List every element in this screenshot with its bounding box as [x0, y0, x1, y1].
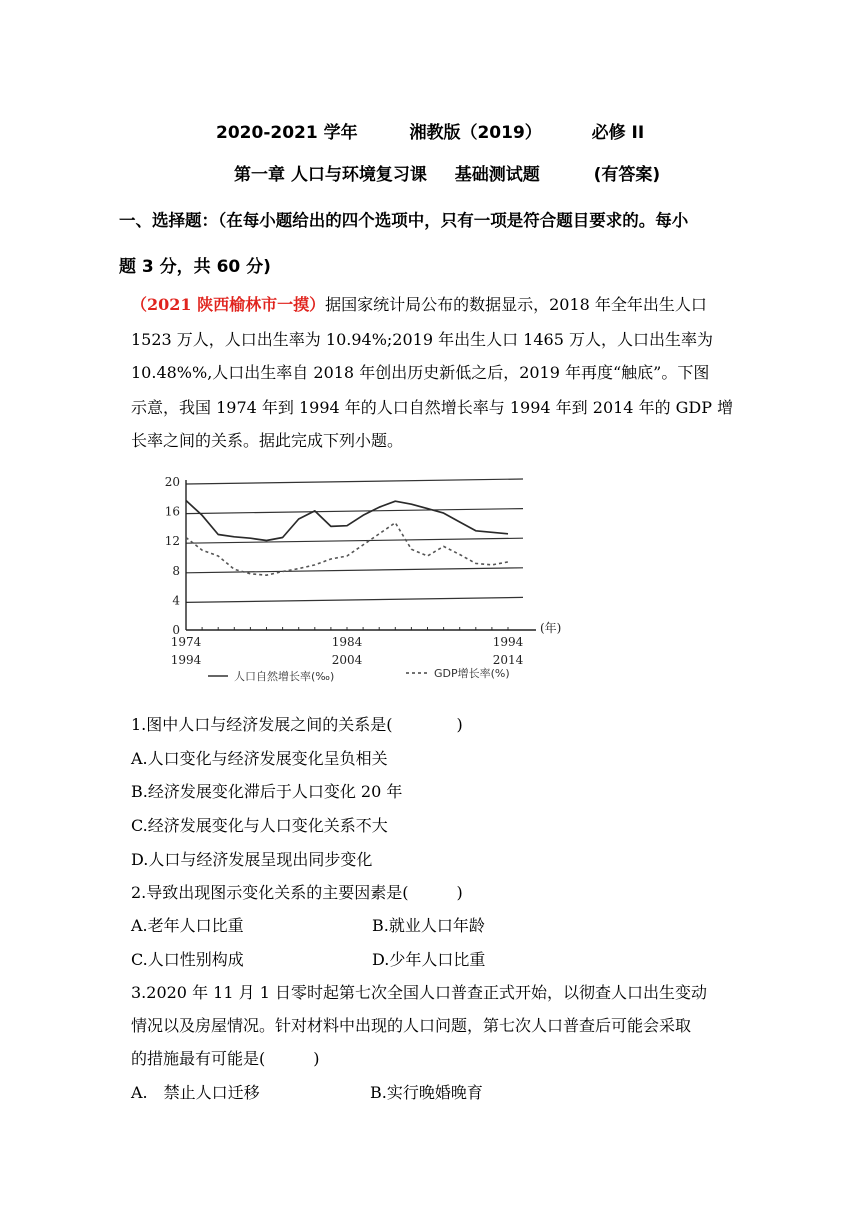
- header-chapter: 第一章 人口与环境复习课: [234, 165, 427, 185]
- series-natural-growth-line: [186, 501, 508, 541]
- x-tick-top-1994: 1994: [492, 635, 524, 649]
- question-3-stem-line-3: 的措施最有可能是( ): [131, 1049, 320, 1068]
- y-tick-16: 16: [164, 504, 180, 519]
- y-tick-4: 4: [172, 593, 180, 608]
- material-line-4: 示意，我国 1974 年到 1994 年的人口自然增长率与 1994 年到 2014 年的 GDP 增: [131, 398, 734, 417]
- y-tick-labels: [165, 475, 181, 637]
- question-3-option-a: A. 禁止人口迁移: [131, 1083, 260, 1102]
- gridline-12: [186, 538, 523, 543]
- series-gdp-line: [186, 523, 508, 576]
- x-tick-top-1974: 1974: [170, 635, 202, 649]
- x-tick-bottom-1994: 1994: [170, 653, 202, 667]
- section-heading-line-2: 题 3 分，共 60 分): [119, 257, 271, 277]
- question-1-option-b: B.经济发展变化滞后于人口变化 20 年: [131, 782, 403, 801]
- question-3-stem-line-2: 情况以及房屋情况。针对材料中出现的人口问题，第七次人口普查后可能会采取: [131, 1016, 692, 1035]
- x-tick-bottom-2014: 2014: [492, 653, 524, 667]
- material-line-1: [131, 292, 707, 315]
- line-chart: [128, 462, 568, 692]
- gridline-16: [186, 509, 523, 514]
- question-2-stem: 2.导致出现图示变化关系的主要因素是( ): [131, 883, 463, 902]
- y-tick-8: 8: [172, 563, 180, 578]
- x-unit-label: (年): [540, 621, 562, 635]
- header-edition: 湘教版（2019）: [409, 123, 542, 143]
- gridline-4: [186, 597, 523, 602]
- material-line-3: 10.48%%,人口出生率自 2018 年创出历史新低之后，2019 年再度“触底”。下图: [131, 363, 710, 382]
- question-2-option-b: B.就业人口年龄: [372, 916, 485, 935]
- question-1-stem: 1.图中人口与经济发展之间的关系是( ): [131, 715, 463, 734]
- material-source: （2021 陕西榆林市一摸）: [131, 295, 326, 314]
- question-2-option-c: C.人口性别构成: [131, 950, 244, 969]
- chart-grid: [186, 479, 523, 630]
- legend-gdp-label: GDP增长率(%): [434, 667, 510, 680]
- header-line-1: [216, 118, 644, 143]
- material-line-5: 长率之间的关系。据此完成下列小题。: [131, 431, 404, 450]
- question-1-option-c: C.经济发展变化与人口变化关系不大: [131, 816, 388, 835]
- chart-svg: [128, 462, 568, 692]
- y-tick-20: 20: [164, 475, 180, 489]
- header-year: 2020-2021 学年: [216, 123, 358, 143]
- x-tick-labels: [171, 635, 524, 667]
- question-3-stem-line-1: 3.2020 年 11 月 1 日零时起第七次全国人口普查正式开始，以彻查人口出生变动: [131, 983, 707, 1002]
- x-tick-top-1984: 1984: [331, 635, 363, 649]
- question-1-option-a: A.人口变化与经济发展变化呈负相关: [131, 749, 388, 768]
- material-line-2: 1523 万人，人口出生率为 10.94%;2019 年出生人口 1465 万人，人口出生率为: [131, 330, 713, 349]
- question-3-option-b: B.实行晚婚晚育: [370, 1083, 483, 1102]
- y-tick-12: 12: [164, 534, 180, 549]
- gridline-20: [186, 479, 523, 484]
- header-answers: (有答案): [593, 165, 661, 185]
- legend-natural-growth-label: 人口自然增长率(‰): [234, 670, 335, 683]
- y-tick-0: 0: [172, 623, 180, 637]
- question-2-option-a: A.老年人口比重: [131, 916, 244, 935]
- header-course: 必修 II: [591, 123, 645, 143]
- question-1-option-d: D.人口与经济发展呈现出同步变化: [131, 850, 373, 869]
- header-line-2: [234, 160, 660, 185]
- material-line-1-text: 据国家统计局公布的数据显示，2018 年全年出生人口: [325, 295, 707, 314]
- header-test: 基础测试题: [454, 165, 540, 185]
- x-tick-bottom-2004: 2004: [331, 653, 363, 667]
- question-2-option-d: D.少年人口比重: [372, 950, 486, 969]
- section-heading-line-1: 一、选择题：（在每小题给出的四个选项中，只有一项是符合题目要求的。每小: [119, 211, 689, 230]
